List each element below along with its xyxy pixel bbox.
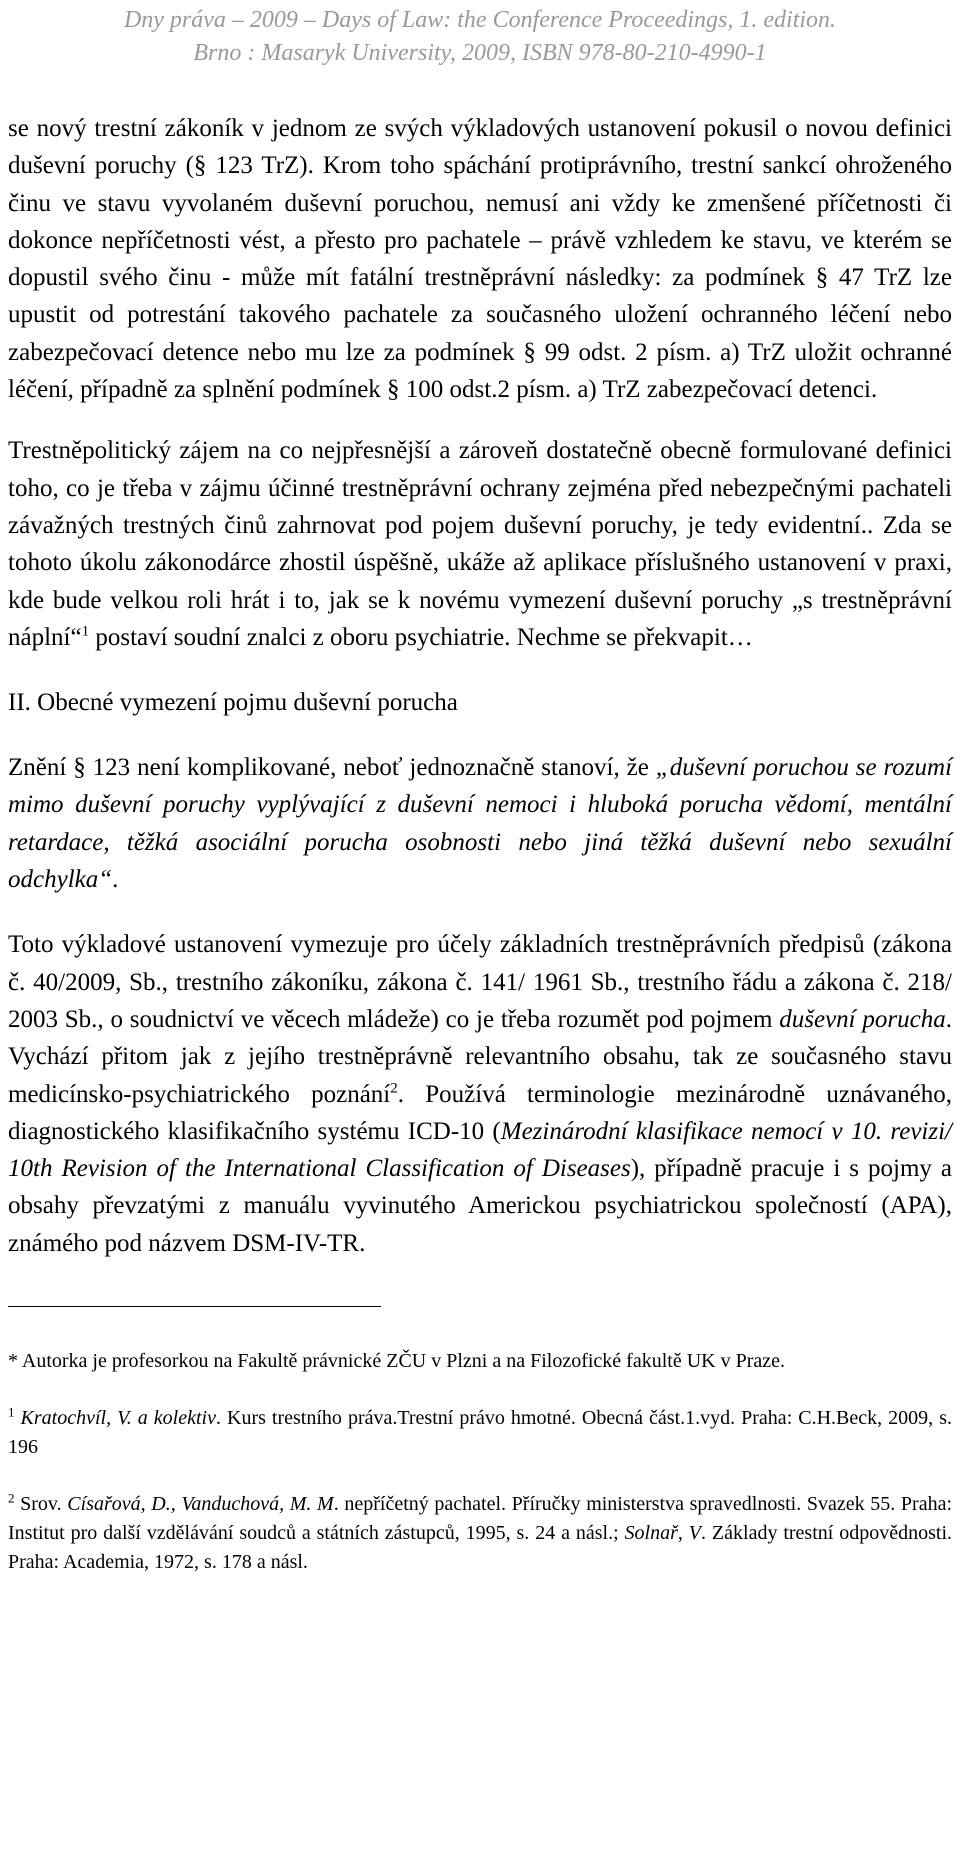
section-heading: II. Obecné vymezení pojmu duševní porucha xyxy=(8,689,458,717)
paragraph-3-quote: „duševní poruchou se rozumí mimo duševní poruchy vyplývající z duševní nemoci i hluboká porucha vědomí, mentální retardace, těžká asociální porucha osobnosti nebo jiná těžká duševní nebo sexuální odchylka“ xyxy=(8,754,953,894)
footnote-ref-1[interactable]: 1 xyxy=(81,623,90,640)
paragraph-2-text-a: Trestněpolitický zájem na co nejpřesnější a zároveň dostatečně obecně formulované definici toho, co je třeba v zájmu účinné trestněprávní ochrany zejména před nebezpečnými pachateli závažných trestných činů zahrnovat pod pojem duševní poruchy, je tedy evidentní.. Zda se tohoto úkolu zákonodárce zhostil úspěšně, ukáže až aplikace příslušného ustanovení v praxi, kde bude velkou roli hrát i to, jak se k novému vymezení duševní poruchy „s trestněprávní náplní“ xyxy=(8,437,952,651)
paragraph-3-text-b: . xyxy=(112,866,119,894)
paragraph-4-text-b: . Vychází přitom jak z jejího trestněprávně relevantního obsahu, tak ze současného stavu medicínsko-psychiatrického poznání xyxy=(8,1005,952,1108)
footnote-author: * Autorka je profesorkou na Fakultě právnické ZČU v Plzni a na Filozofické fakultě UK v Praze. xyxy=(8,1350,786,1373)
paragraph-4-text-c: . Používá terminologie mezinárodně uznávaného, diagnostického klasifikačního systému ICD-10 ( xyxy=(8,1080,952,1145)
footnote-2 xyxy=(8,1490,952,1577)
footnote-1-number: 1 xyxy=(8,1404,15,1420)
paragraph-3-text-a: Znění § 123 není komplikované, neboť jednoznačně stanoví, že xyxy=(8,754,656,782)
paragraph-4-italic-title: Mezinárodní klasifikace nemocí v 10. revizi/ 10th Revision of the International Classification of Diseases xyxy=(8,1117,952,1183)
paragraph-4-text-a: Toto výkladové ustanovení vymezuje pro účely základních trestněprávních předpisů (zákona č. 40/2009, Sb., trestního zákoníku, zákona č. 141/ 1961 Sb., trestního řádu a zákona č. 218/ 2003 Sb., o soudnictví ve věcech mládeže) co je třeba rozumět pod pojmem xyxy=(8,931,952,1033)
footnote-2-text-c: . Základy trestní odpovědnosti. Praha: Academia, 1972, s. 178 a násl. xyxy=(8,1522,953,1574)
footnote-separator xyxy=(8,1306,381,1307)
paragraph-3 xyxy=(8,749,952,898)
paragraph-2 xyxy=(8,432,952,656)
footnote-2-text-b: . nepříčetný pachatel. Příručky ministerstva spravedlnosti. Svazek 55. Praha: Institut pro další vzdělávání soudců a státních zástupců, 1995, s. 24 a násl.; xyxy=(8,1493,953,1545)
footnote-ref-2[interactable]: 2 xyxy=(390,1080,398,1097)
footnote-2-number: 2 xyxy=(8,1490,15,1506)
paragraph-1: se nový trestní zákoník v jednom ze svých výkladových ustanovení pokusil o novou definici duševní poruchy (§ 123 TrZ). Krom toho spáchání protiprávního, trestní sankcí ohroženého činu ve stavu vyvolaném duševní poruchou, nemusí ani vždy ke zmenšené příčetnosti či dokonce nepříčetnosti vést, a přesto pro pachatele – právě vzhledem ke stavu, ve kterém se dopustil svého činu - může mít fatální trestněprávní následky: za podmínek § 47 TrZ lze upustit od potrestání takového pachatele za současného uložení ochranného léčení nebo zabezpečovací detence nebo mu lze za podmínek § 99 odst. 2 písm. a) TrZ uložit ochranné léčení, případně za splnění podmínek § 100 odst.2 písm. a) TrZ zabezpečovací detenci. xyxy=(8,115,952,404)
footnote-2-authors: Císařová, D., Vanduchová, M. M xyxy=(67,1493,334,1516)
paragraph-4-italic-term: duševní porucha xyxy=(779,1005,946,1033)
paragraph-4-text-d: ), případně pracuje i s pojmy a obsahy převzatými z manuálu vyvinutého Americkou psychiatrickou společností (APA), známého pod názvem DSM-IV-TR. xyxy=(8,1155,953,1257)
paragraph-4 xyxy=(8,926,952,1262)
header-line-1: Dny práva – 2009 – Days of Law: the Conference Proceedings, 1. edition. xyxy=(123,7,837,33)
paragraph-2-text-b: postaví soudní znalci z oboru psychiatrie. Nechme se překvapit… xyxy=(89,623,753,651)
running-header xyxy=(8,0,952,70)
footnote-2-text-a: Srov. xyxy=(14,1493,68,1516)
footnote-1-text: . Kurs trestního práva.Trestní právo hmotné. Obecná část.1.vyd. Praha: C.H.Beck, 2009, s. 196 xyxy=(8,1407,952,1459)
footnote-1 xyxy=(8,1404,952,1462)
footnote-1-author: Kratochvíl, V. a kolektiv xyxy=(20,1407,216,1430)
footnote-2-author-2: Solnař, V xyxy=(624,1522,702,1545)
header-line-2: Brno : Masaryk University, 2009, ISBN 978-80-210-4990-1 xyxy=(193,40,767,66)
document-page xyxy=(8,0,952,1577)
